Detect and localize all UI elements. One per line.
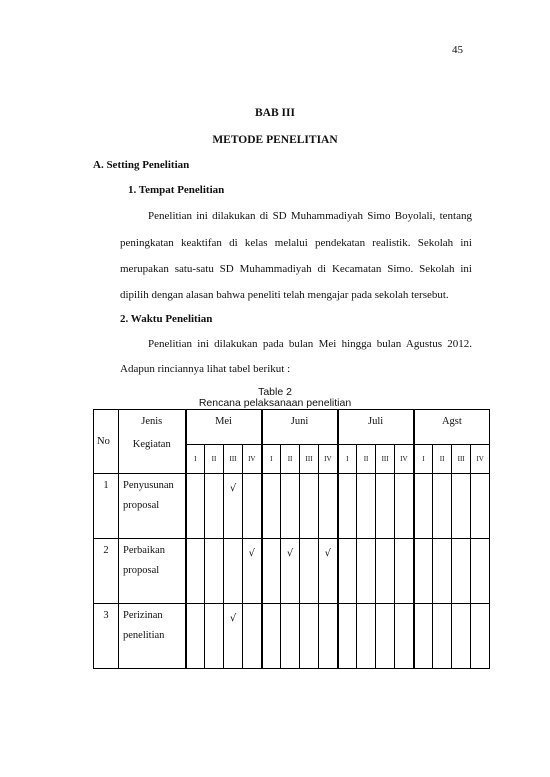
row-activity	[119, 474, 186, 539]
schedule-cell	[205, 539, 224, 604]
schedule-cell	[433, 539, 452, 604]
schedule-cell	[319, 539, 338, 604]
schedule-cell	[395, 539, 414, 604]
schedule-cell	[186, 539, 205, 604]
schedule-cell	[319, 604, 338, 669]
subsection-heading-waktu: 2. Waktu Penelitian	[120, 313, 213, 325]
schedule-table	[93, 409, 490, 669]
table-header-row	[94, 410, 490, 445]
schedule-cell	[224, 539, 243, 604]
table-row	[94, 539, 490, 604]
schedule-cell	[262, 604, 281, 669]
chapter-title: METODE PENELITIAN	[212, 134, 338, 146]
schedule-cell	[186, 474, 205, 539]
schedule-cell	[452, 539, 471, 604]
schedule-cell	[262, 539, 281, 604]
row-activity	[119, 604, 186, 669]
schedule-cell	[433, 474, 452, 539]
header-week: II	[357, 445, 376, 474]
row-activity-line2: proposal	[123, 500, 160, 511]
header-week: III	[376, 445, 395, 474]
subsection-heading-tempat: 1. Tempat Penelitian	[128, 184, 225, 196]
schedule-cell	[471, 474, 490, 539]
header-no: No	[94, 410, 119, 474]
schedule-cell	[395, 604, 414, 669]
header-week: III	[224, 445, 243, 474]
schedule-cell	[281, 474, 300, 539]
row-number: 3	[94, 604, 119, 669]
row-activity	[119, 539, 186, 604]
schedule-cell	[414, 539, 433, 604]
schedule-cell	[452, 604, 471, 669]
row-activity-line2: penelitian	[123, 630, 165, 641]
header-week: II	[205, 445, 224, 474]
schedule-cell	[376, 539, 395, 604]
schedule-cell	[357, 474, 376, 539]
schedule-cell	[205, 604, 224, 669]
table-caption-number: Table 2	[258, 386, 292, 398]
check-mark-icon: √	[229, 483, 237, 494]
schedule-cell	[433, 604, 452, 669]
header-week: I	[338, 445, 357, 474]
header-month-mei: Mei	[186, 410, 262, 445]
page-number: 45	[452, 44, 463, 56]
schedule-cell	[338, 539, 357, 604]
schedule-cell	[243, 539, 262, 604]
header-jenis-line2: Kegiatan	[132, 439, 171, 450]
schedule-cell	[186, 604, 205, 669]
header-month-juli: Juli	[338, 410, 414, 445]
paragraph-line: Penelitian ini dilakukan di SD Muhammadiyah Simo Boyolali, tentang	[148, 210, 472, 222]
schedule-cell	[224, 604, 243, 669]
header-week: I	[186, 445, 205, 474]
schedule-cell	[376, 474, 395, 539]
header-week: I	[414, 445, 433, 474]
schedule-cell	[205, 474, 224, 539]
header-week: III	[452, 445, 471, 474]
check-mark-icon: √	[248, 548, 255, 559]
schedule-cell	[281, 539, 300, 604]
paragraph-line: Adapun rinciannya lihat tabel berikut :	[120, 363, 291, 375]
schedule-cell	[300, 604, 319, 669]
schedule-cell	[376, 604, 395, 669]
header-week: IV	[243, 445, 262, 474]
table-row	[94, 604, 490, 669]
schedule-cell	[319, 474, 338, 539]
header-week: IV	[471, 445, 490, 474]
check-mark-icon: √	[229, 613, 237, 624]
schedule-cell	[471, 604, 490, 669]
schedule-cell	[395, 474, 414, 539]
schedule-cell	[471, 539, 490, 604]
row-activity-line1: Penyusunan	[123, 480, 174, 491]
schedule-cell	[243, 474, 262, 539]
schedule-cell	[281, 604, 300, 669]
check-mark-icon: √	[324, 548, 331, 559]
header-week: III	[300, 445, 319, 474]
schedule-cell	[243, 604, 262, 669]
header-month-juni: Juni	[262, 410, 338, 445]
header-jenis-kegiatan	[119, 410, 186, 474]
chapter-label: BAB III	[255, 107, 295, 119]
header-jenis-line1: Jenis	[141, 416, 163, 427]
row-activity-line1: Perbaikan	[123, 545, 165, 556]
header-week: II	[281, 445, 300, 474]
paragraph-line: dipilih dengan alasan bahwa peneliti telah mengajar pada sekolah tersebut.	[120, 289, 449, 301]
schedule-cell	[338, 474, 357, 539]
paragraph-line: peningkatan keaktifan di kelas melalui pendekatan realistik. Sekolah ini	[120, 237, 472, 249]
row-number: 1	[94, 474, 119, 539]
paragraph-line: Penelitian ini dilakukan pada bulan Mei hingga bulan Agustus 2012.	[148, 338, 472, 350]
schedule-cell	[414, 474, 433, 539]
check-mark-icon: √	[286, 548, 294, 559]
schedule-cell	[357, 604, 376, 669]
header-week: IV	[395, 445, 414, 474]
schedule-cell	[224, 474, 243, 539]
section-heading-setting: A. Setting Penelitian	[93, 159, 190, 171]
schedule-cell	[262, 474, 281, 539]
schedule-cell	[414, 604, 433, 669]
schedule-cell	[300, 474, 319, 539]
schedule-cell	[338, 604, 357, 669]
row-activity-line2: proposal	[123, 565, 160, 576]
schedule-cell	[452, 474, 471, 539]
header-week: IV	[319, 445, 338, 474]
table-caption-title: Rencana pelaksanaan penelitian	[198, 397, 352, 409]
header-week: I	[262, 445, 281, 474]
row-activity-line1: Perizinan	[123, 610, 163, 621]
paragraph-line: merupakan satu-satu SD Muhammadiyah di Kecamatan Simo. Sekolah ini	[120, 263, 472, 275]
schedule-cell	[357, 539, 376, 604]
row-number: 2	[94, 539, 119, 604]
header-week: II	[433, 445, 452, 474]
header-month-agst: Agst	[414, 410, 490, 445]
table-row	[94, 474, 490, 539]
schedule-cell	[300, 539, 319, 604]
